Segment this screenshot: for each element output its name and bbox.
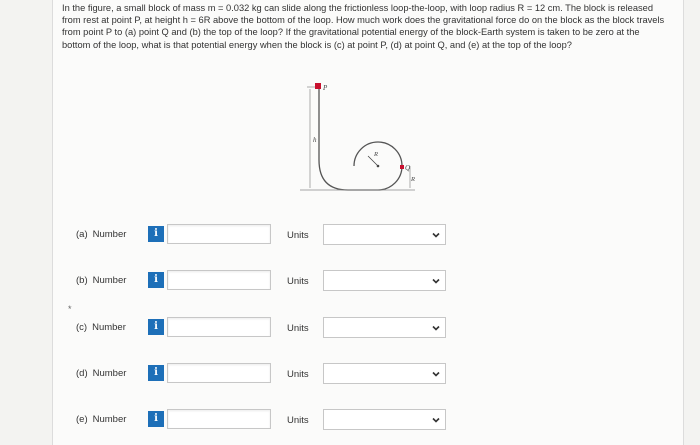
row-label: (d) Number	[76, 368, 127, 379]
track	[319, 87, 402, 190]
units-label: Units	[287, 230, 309, 241]
number-input[interactable]	[167, 317, 271, 337]
loop-the-loop-figure	[290, 82, 430, 202]
label-r2: R	[411, 176, 415, 183]
chevron-down-icon	[431, 369, 441, 379]
row-label: (c) Number	[76, 322, 126, 333]
number-input[interactable]	[167, 224, 271, 244]
info-icon[interactable]: i	[148, 272, 164, 288]
chevron-down-icon	[431, 415, 441, 425]
label-h: h	[313, 136, 317, 144]
row-label: (e) Number	[76, 414, 127, 425]
chevron-down-icon	[431, 276, 441, 286]
info-icon[interactable]: i	[148, 226, 164, 242]
chevron-down-icon	[431, 323, 441, 333]
units-label: Units	[287, 415, 309, 426]
answer-row-b	[0, 270, 700, 294]
info-icon[interactable]: i	[148, 411, 164, 427]
number-input[interactable]	[167, 409, 271, 429]
number-input[interactable]	[167, 363, 271, 383]
point-q-marker	[400, 165, 404, 169]
units-label: Units	[287, 369, 309, 380]
units-select[interactable]	[323, 224, 446, 245]
answer-row-a	[0, 224, 700, 248]
info-icon[interactable]: i	[148, 365, 164, 381]
row-label: (b) Number	[76, 275, 127, 286]
units-select[interactable]	[323, 409, 446, 430]
answer-row-d	[0, 363, 700, 387]
units-label: Units	[287, 276, 309, 287]
label-r: R	[374, 151, 378, 158]
answer-row-e	[0, 409, 700, 433]
label-p: P	[323, 84, 328, 92]
block-at-p	[315, 83, 321, 89]
problem-statement: In the figure, a small block of mass m = 0.032 kg can slide along the frictionless loop-the-loop, with loop radius R = 12 cm. The block is released from rest at point P, at height h = 6R above the bottom of the loop. How much work does the gravitational force do on the block as the block travels from point P to (a) point Q and (b) the top of the loop? If the gravitational potential energy of the block-Earth system is taken to be zero at the bottom of the loop, what is that potential energy when the block is (c) at point P, (d) at point Q, and (e) at the top of the loop?	[62, 3, 665, 50]
chevron-down-icon	[431, 230, 441, 240]
units-select[interactable]	[323, 363, 446, 384]
units-label: Units	[287, 323, 309, 334]
row-label: (a) Number	[76, 229, 127, 240]
info-icon[interactable]: i	[148, 319, 164, 335]
units-select[interactable]	[323, 317, 446, 338]
required-asterisk: *	[68, 304, 72, 314]
label-q: Q	[405, 164, 411, 172]
units-select[interactable]	[323, 270, 446, 291]
number-input[interactable]	[167, 270, 271, 290]
answer-row-c	[0, 317, 700, 341]
